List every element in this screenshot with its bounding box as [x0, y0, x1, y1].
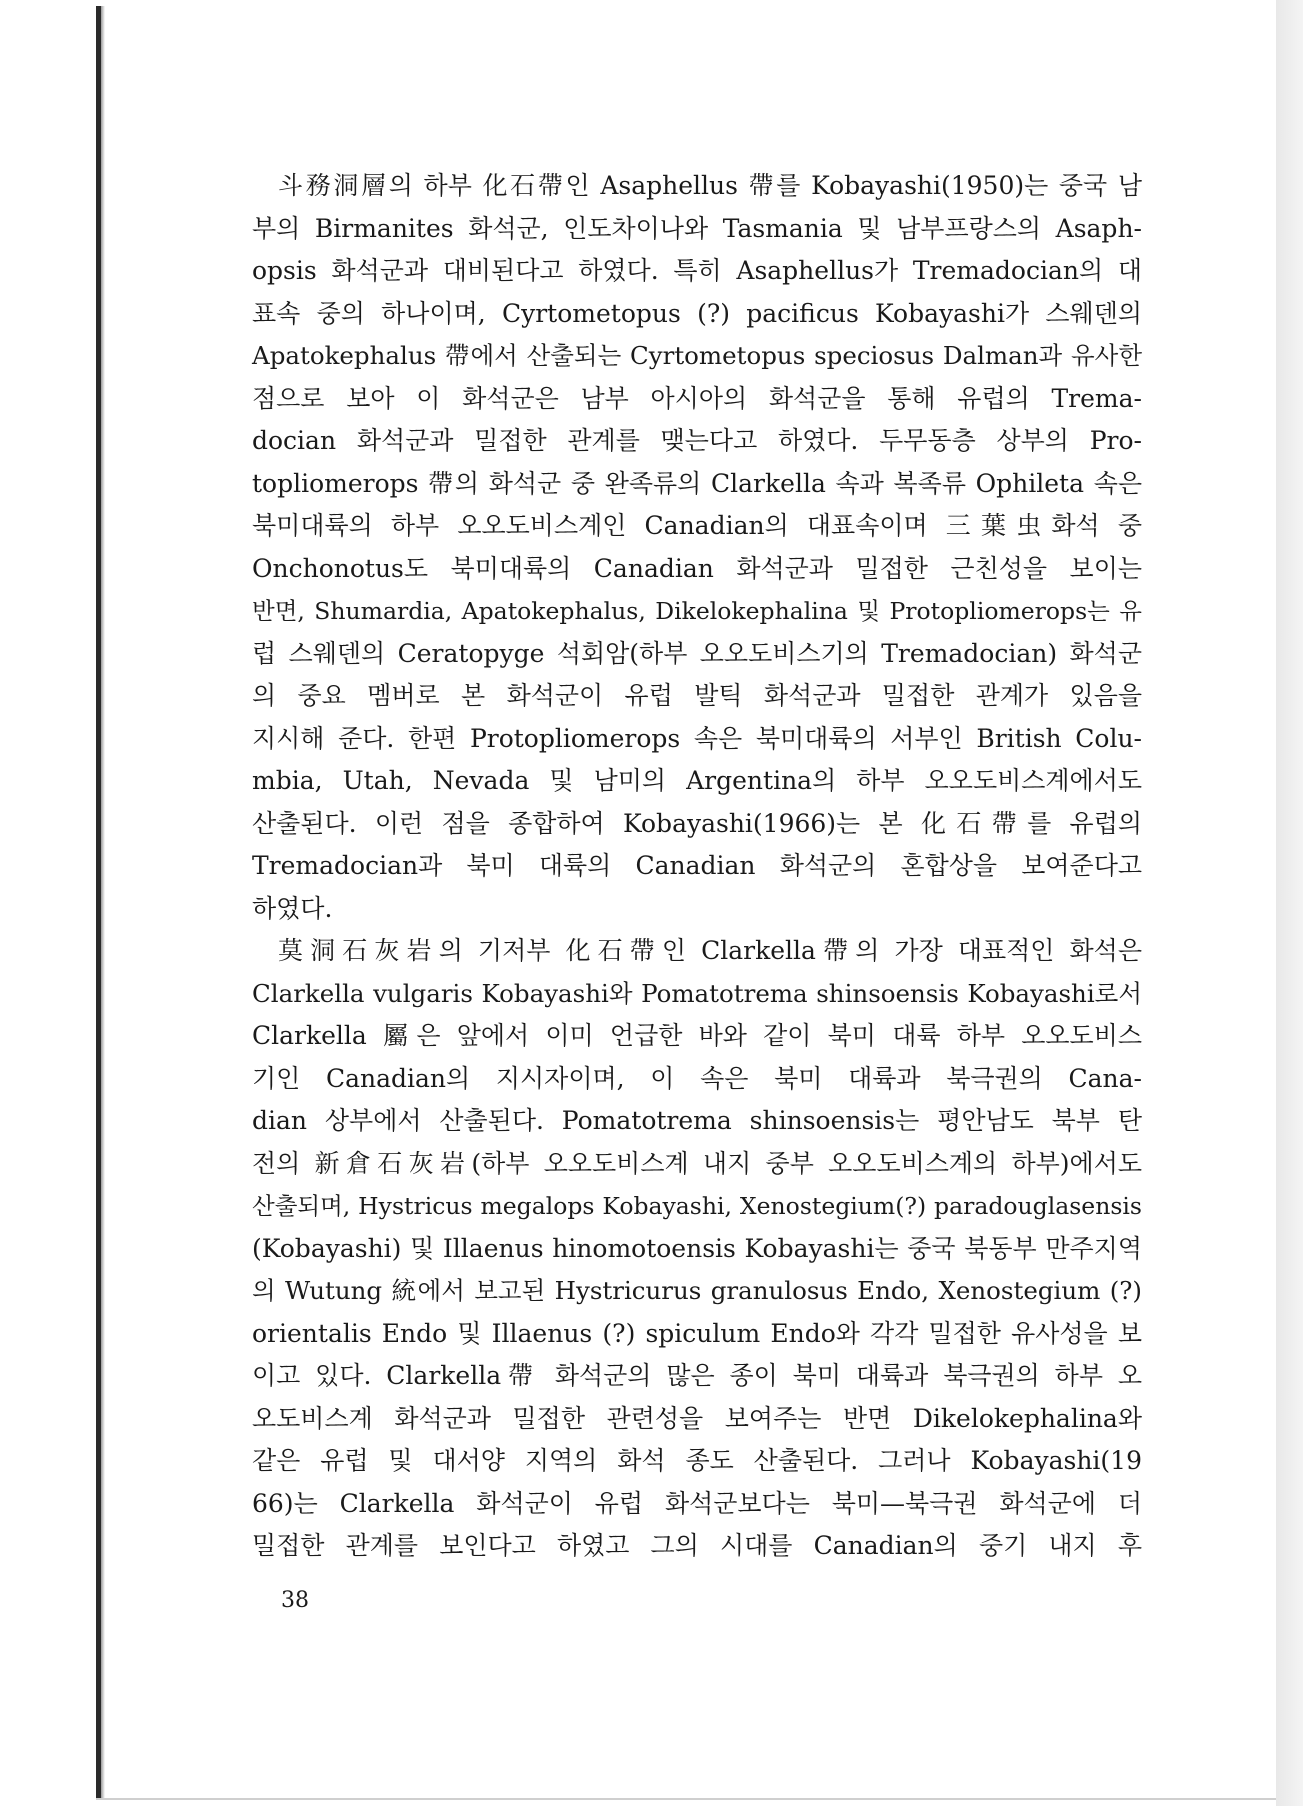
text-line: 이고 있다. Clarkella帶 화석군의 많은 종이 북미 대륙과 북극권의 하부 오	[252, 1361, 1142, 1390]
text-line: Apatokephalus 帶에서 산출되는 Cyrtometopus speciosus Dalman과 유사한	[252, 341, 1142, 370]
text-line: Tremadocian과 북미 대륙의 Canadian 화석군의 혼합상을 보여준다고	[252, 851, 1142, 880]
text-line: mbia, Utah, Nevada 및 남미의 Argentina의 하부 오오도비스계에서도	[252, 766, 1142, 795]
text-line: topliomerops 帶의 화석군 중 완족류의 Clarkella 속과 복족류 Ophileta 속은	[252, 468, 1142, 498]
page-number: 38	[281, 1588, 309, 1613]
text-line: 의 중요 멤버로 본 화석군이 유럽 발틱 화석군과 밀접한 관계가 있음을	[252, 681, 1142, 710]
page-right-margin	[1276, 0, 1303, 1806]
text-line: opsis 화석군과 대비된다고 하였다. 특히 Asaphellus가 Tremadocian의 대	[252, 256, 1142, 285]
text-line: 斗務洞層의 하부 化石帶인 Asaphellus 帶를 Kobayashi(1950)는 중국 남	[278, 171, 1142, 200]
text-line: 럽 스웨덴의 Ceratopyge 석회암(하부 오오도비스기의 Tremadocian) 화석군	[252, 638, 1142, 668]
text-line: 부의 Birmanites 화석군, 인도차이나와 Tasmania 및 남부프랑스의 Asaph-	[252, 213, 1142, 243]
text-line: 莫洞石灰岩의 기저부 化石帶인 Clarkella帶의 가장 대표적인 화석은	[278, 936, 1142, 965]
text-line: 하였다.	[252, 893, 333, 923]
text-line: 표속 중의 하나이며, Cyrtometopus (?) pacificus Kobayashi가 스웨덴의	[252, 298, 1142, 328]
text-line: docian 화석군과 밀접한 관계를 맺는다고 하였다. 두무동층 상부의 Pro-	[252, 426, 1142, 455]
text-line: 산출되며, Hystricus megalops Kobayashi, Xenostegium(?) paradouglasensis	[252, 1192, 1142, 1220]
text-line: Clarkella 屬은 앞에서 이미 언급한 바와 같이 북미 대륙 하부 오오도비스	[252, 1021, 1142, 1050]
text-line: 의 Wutung 統에서 보고된 Hystricurus granulosus Endo, Xenostegium (?)	[252, 1276, 1142, 1305]
text-line: 같은 유럽 및 대서양 지역의 화석 종도 산출된다. 그러나 Kobayashi(19	[252, 1446, 1142, 1475]
text-line: 밀접한 관계를 보인다고 하였고 그의 시대를 Canadian의 중기 내지 후	[252, 1531, 1142, 1560]
text-line: 북미대륙의 하부 오오도비스계인 Canadian의 대표속이며 三葉虫화석 중	[252, 511, 1142, 540]
text-line: 점으로 보아 이 화석군은 남부 아시아의 화석군을 통해 유럽의 Trema-	[252, 383, 1142, 413]
text-line: 66)는 Clarkella 화석군이 유럽 화석군보다는 북미—북극권 화석군에 더	[252, 1488, 1142, 1518]
text-line: 지시해 준다. 한편 Protopliomerops 속은 북미대륙의 서부인 British Colu-	[252, 723, 1142, 753]
text-line: 반면, Shumardia, Apatokephalus, Dikelokephalina 및 Protopliomerops는 유	[252, 597, 1142, 625]
text-line: 전의 新倉石灰岩(하부 오오도비스계 내지 중부 오오도비스계의 하부)에서도	[252, 1148, 1142, 1178]
text-line: dian 상부에서 산출된다. Pomatotrema shinsoensis는 평안남도 북부 탄	[252, 1106, 1142, 1135]
text-line: Onchonotus도 북미대륙의 Canadian 화석군과 밀접한 근친성을 보이는	[252, 553, 1142, 583]
text-line: 오도비스계 화석군과 밀접한 관련성을 보여주는 반면 Dikelokephalina와	[252, 1403, 1142, 1433]
text-line: (Kobayashi) 및 Illaenus hinomotoensis Kobayashi는 중국 북동부 만주지역	[252, 1233, 1142, 1263]
text-line: Clarkella vulgaris Kobayashi와 Pomatotrema shinsoensis Kobayashi로서	[252, 978, 1142, 1008]
page-binding-shadow	[101, 6, 105, 1800]
text-line: orientalis Endo 및 Illaenus (?) spiculum Endo와 각각 밀접한 유사성을 보	[252, 1318, 1142, 1348]
text-line: 산출된다. 이런 점을 종합하여 Kobayashi(1966)는 본 化石帶를 유럽의	[252, 808, 1142, 838]
text-line: 기인 Canadian의 지시자이며, 이 속은 북미 대륙과 북극권의 Cana-	[252, 1063, 1142, 1093]
page-bottom-edge	[96, 1798, 1276, 1800]
body-text	[252, 165, 1142, 1568]
